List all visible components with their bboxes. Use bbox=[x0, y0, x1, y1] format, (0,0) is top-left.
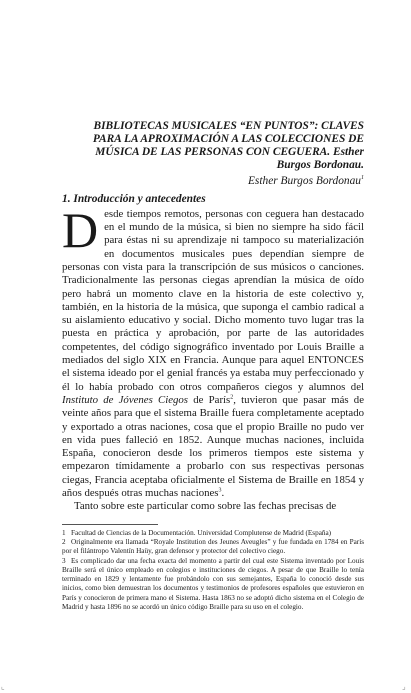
crop-mark-bottom-right: ⌟ bbox=[402, 682, 406, 691]
footnote-2 bbox=[62, 538, 364, 557]
paragraph-2: Tanto sobre este particular como sobre las fechas precisas de bbox=[74, 500, 337, 513]
footnote-divider bbox=[62, 524, 158, 525]
paragraph-1-text-a: esde tiempos remotos, personas con ceguera han destacado en el mundo de la música, si bien no siempre ha sido fácil para éstas ni su aprendizaje ni tampoco su materialización en documentos musicales pues dependían siempre de personas con vista para la transcripción de sus músicos o canciones. Tradicionalmente las personas ciegas aprendían la música de oído pero habrá un momento clave en la historia de este colectivo y, también, en la historia de la música, que suponga el cambio radical a su aislamiento educativo y social. Dicho momento tuvo lugar tras la puesta en práctica y aprobación, por parte de las autoridades competentes, del código signográfico inventado por Louis Braille a mediados del siglo XIX en Francia. Aunque para aquel ENTONCES el sistema ideado por el genial francés ya estaba muy perfeccionado y él lo había probado con otros compañeros ciegos y alumnos del bbox=[62, 207, 364, 393]
paragraph-1-end: . bbox=[221, 487, 225, 500]
footnote-text: Es complicado dar una fecha exacta del momento a partir del cual este Sistema inventado por Louis Braille será el único empleado en colegios e instituciones de ciegos. A pesar de que Braille lo tenía terminado en 1829 y lentamente fue probándolo con sus semejantes, España lo conoció desde sus inicios, como bien demuestran los documentos y testimonios de profesores españoles que estuvieron en París y conocieron de primera mano el Sistema. Hasta 1863 no se adoptó dicho sistema en el Colegio de Madrid y hasta 1896 no se acordó un único código Braille para su uso en el colegio. bbox=[62, 556, 364, 611]
crop-mark-bottom-left: ⌞ bbox=[1, 682, 5, 691]
article-title: BIBLIOTECAS MUSICALES “EN PUNTOS”: CLAVES PARA LA APROXIMACIÓN A LAS COLECCIONES DE MÚSICA DE LAS PERSONAS CON CEGUERA. Esther Burgos Bordonau. bbox=[92, 120, 364, 171]
author-name: Esther Burgos Bordonau bbox=[247, 174, 361, 187]
footnote-ref-2: 2 bbox=[230, 394, 234, 401]
institute-name: Instituto de Jóvenes Ciegos bbox=[62, 393, 189, 406]
author-footnote-ref: 1 bbox=[361, 175, 364, 181]
footnote-text: Originalmente era llamada “Royale Institution des Jeunes Aveugles” y fue fundada en 1784 en París por el filántropo Valentín Haüy, gran defensor y protector del colectivo ciego. bbox=[62, 537, 364, 556]
footnote-text: Facultad de Ciencias de la Documentación. Universidad Complutense de Madrid (España) bbox=[71, 528, 332, 537]
paragraph-1 bbox=[62, 201, 364, 501]
drop-cap: D bbox=[62, 201, 99, 258]
footnote-number: 3 bbox=[62, 556, 66, 565]
body-text bbox=[62, 201, 364, 514]
section-heading: 1. Introducción y antecedentes bbox=[62, 192, 206, 205]
footnote-number: 1 bbox=[62, 528, 66, 537]
footnote-3 bbox=[62, 557, 364, 613]
footnote-ref-3: 3 bbox=[218, 487, 222, 494]
paragraph-1-text-c: , tuvieron que pasar más de veinte años para que el sistema Braille fuera completamente aceptado y exportado a otras naciones, cosa que el propio Braille no pudo ver en vida pues falleció en 1852. Aunque muchas naciones, incluida España, conocieron desde los primeros tiempos este sistema y empezaron tímidamente a probarlo con sus respectivas personas ciegas, Francia aceptaba oficialmente el Sistema de Braille en 1854 y años después otras muchas naciones bbox=[62, 393, 364, 500]
footnotes bbox=[62, 529, 364, 613]
paragraph-1-text-b: de París bbox=[188, 393, 231, 406]
article-author bbox=[62, 172, 364, 188]
footnote-number: 2 bbox=[62, 537, 66, 546]
page-content bbox=[62, 120, 364, 612]
footnote-1 bbox=[62, 529, 364, 538]
